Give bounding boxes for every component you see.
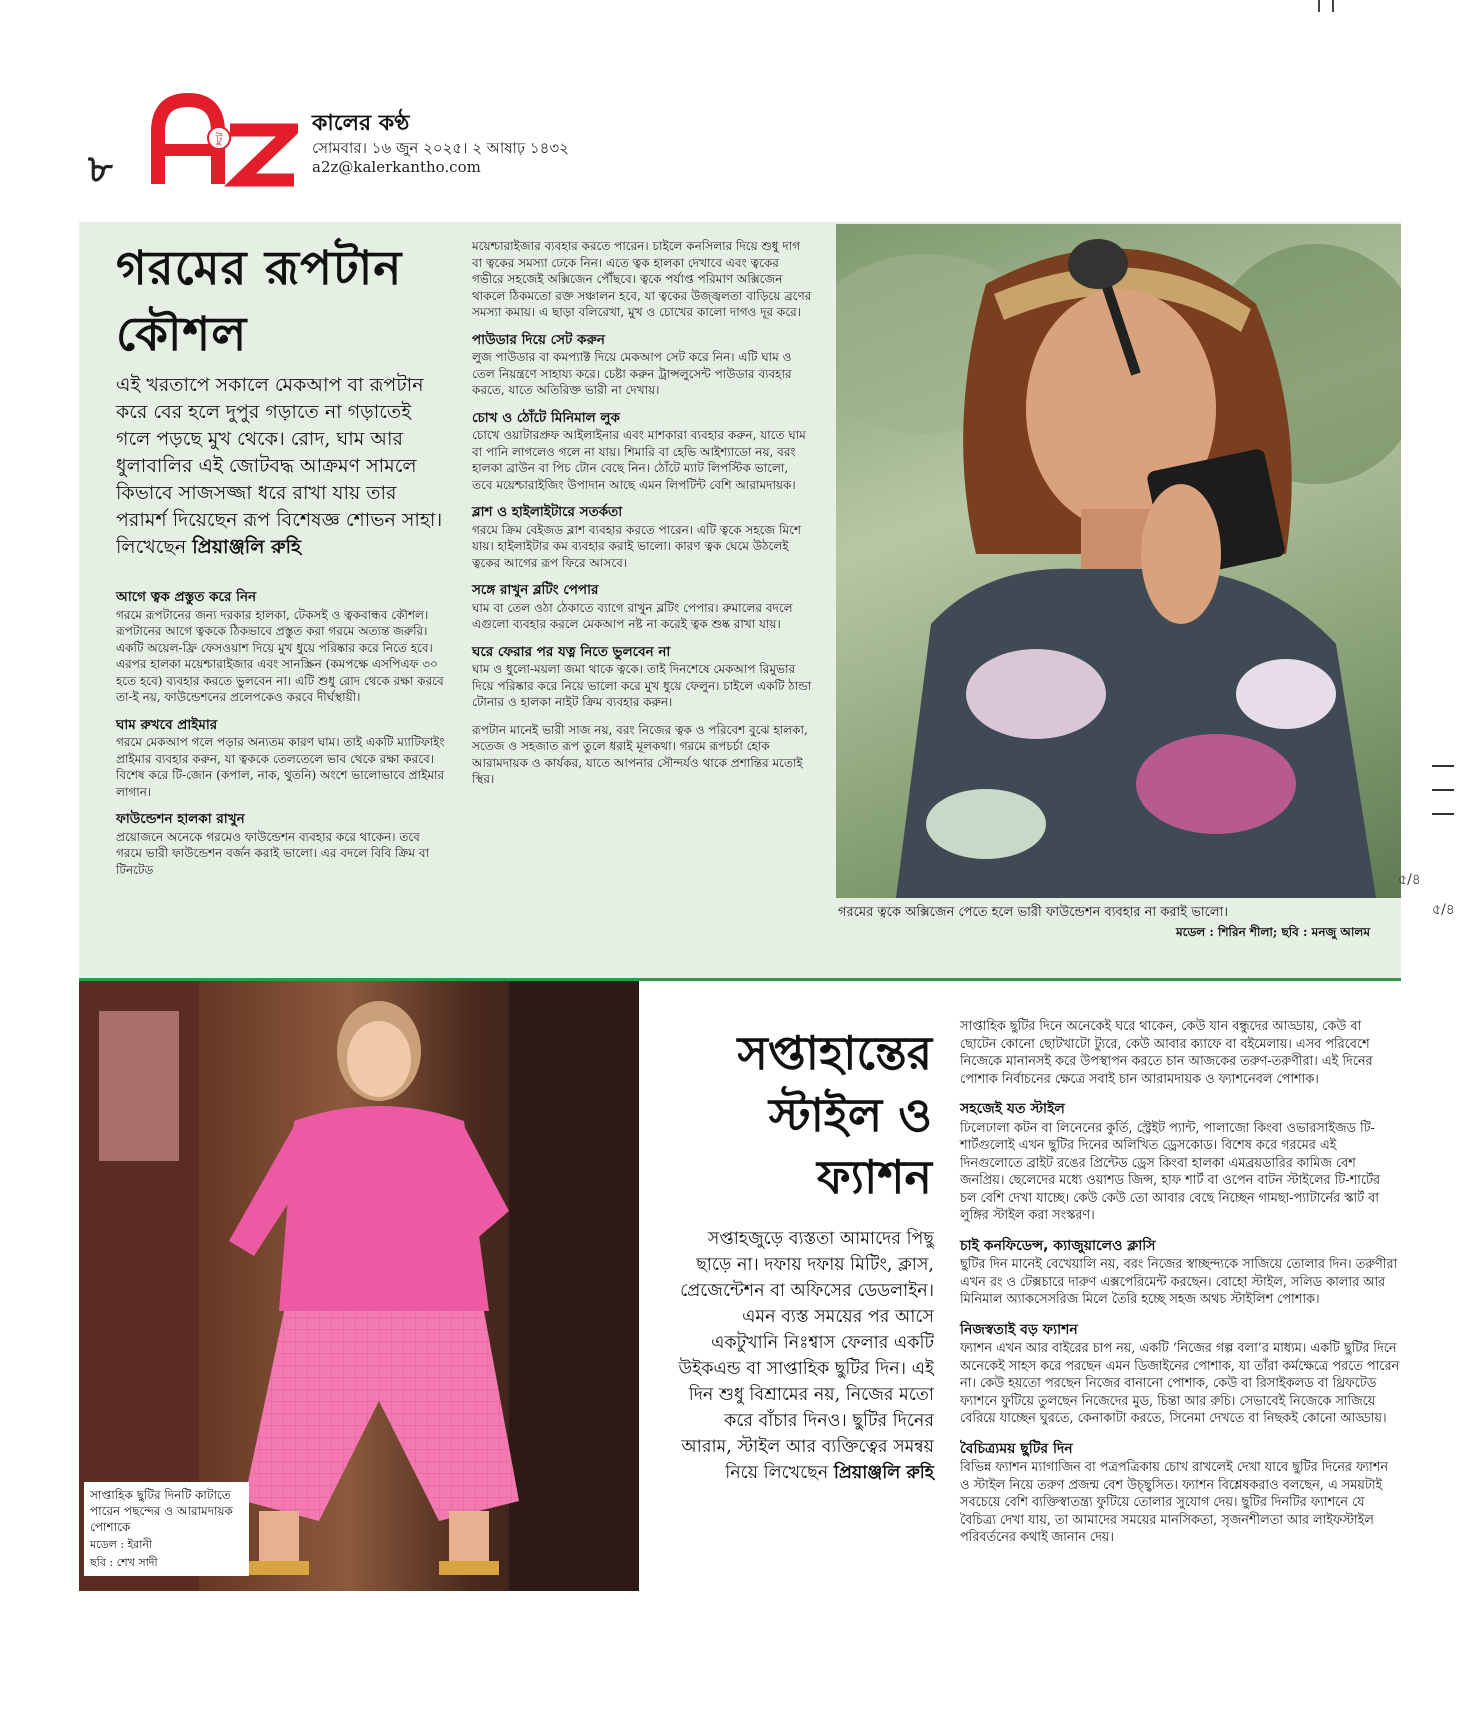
section-heading: সহজেই যত স্টাইল — [960, 1101, 1065, 1117]
section-body: ঢিলেঢালা কটন বা লিনেনের কুর্তি, স্ট্রেইট প্যান্ট, পালাজো কিংবা ওভারসাইজড টি-শার্টগুলোই এখন ছুটির দিনের অলিখিত ড্রেসকোড। বিশেষ করে গরমের এই দিনগুলোতে ব্রাইট রঙের প্রিন্টেড ড্রেস কিংবা হালকা এমব্রয়ডারির কামিজ বেশ জনপ্রিয়। ছেলেদের মধ্যে ওয়াশড জিন্স, হাফ শার্ট বা ওপেন বাটন স্টাইলের টি-শার্টের চল বেশি দেখা যাচ্ছে। কেউ কেউ তো আবার বেছে নিচ্ছেন গামছা-প্যাটার্নের স্কার্ট বা লুঙ্গির স্টাইল করা সংস্করণ। — [960, 1120, 1381, 1223]
section-heading: ঘরে ফেরার পর যত্ন নিতে ভুলবেন না — [472, 643, 671, 660]
story1-intro — [116, 372, 446, 561]
section-body: গরমে ক্রিম বেইজড ব্লাশ ব্যবহার করতে পারেন। এটি ত্বকে সহজে মিশে যায়। হাইলাইটার কম ব্যবহার করাই ভালো। কারণ ত্বক ঘেমে উঠলেই ত্বকের আগের রূপ ফিরে আসবে। — [472, 522, 802, 570]
section-body: ছুটির দিন মানেই বেখেয়ালি নয়, বরং নিজের স্বাচ্ছন্দ্যকে সাজিয়ে তোলার দিন। তরুণীরা এখন রং ও টেক্সচারে দারুণ এক্সপেরিমেন্ট করছেন। বোহো স্টাইল, সলিড কালার আর মিনিমাল অ্যাকসেসরিজ মিলে তৈরি হচ্ছে সহজ অথচ স্টাইলিশ পোশাক। — [960, 1257, 1398, 1307]
crop-mark — [1318, 0, 1334, 12]
registration-marks — [1432, 765, 1454, 837]
byline-prefix: লিখেছেন — [116, 536, 187, 558]
section-body: লুজ পাউডার বা কমপ্যাক্ট দিয়ে মেকআপ সেট করে নিন। এটি ঘাম ও তেল নিয়ন্ত্রণে সাহায্য করে। চেষ্টা করুন ট্রান্সলুসেন্ট পাউডার ব্যবহার করতে, যাতে অতিরিক্ত ভারী না দেখায়। — [472, 350, 792, 397]
story1-column-1 — [116, 578, 446, 878]
section-heading: ঘাম রুখবে প্রাইমার — [116, 716, 218, 733]
story2-intro-text: সপ্তাহজুড়ে ব্যস্ততা আমাদের পিছু ছাড়ে না। দফায় দফায় মিটিং, ক্লাস, প্রেজেন্টেশন বা অফিসের ডেডলাইন। এমন ব্যস্ত সময়ের পর আসে একটুখানি নিঃশ্বাস ফেলার একটি উইকএন্ড বা সাপ্তাহিক ছুটির দিন। এই দিন শুধু বিশ্রামের নয়, নিজের মতো করে বাঁচার দিনও। ছুটির দিনের আরাম, স্টাইল আর ব্যক্তিত্বের সমন্বয় নিয়ে লিখেছেন — [678, 1229, 934, 1483]
a2z-logo — [148, 92, 298, 188]
logo-badge: টু — [215, 132, 223, 146]
photo2-caption-text: সাপ্তাহিক ছুটির দিনটি কাটাতে পারেন পছন্দের ও আরামদায়ক পোশাকে — [90, 1488, 233, 1534]
section-body: সাপ্তাহিক ছুটির দিনে অনেকেই ঘরে থাকেন, কেউ যান বন্ধুদের আড্ডায়, কেউ বা ছোটেন কোনো ছোটখাটো ট্যুরে, কেউ আবার ক্যাফে বা বইমেলায়। এসব পরিবেশে নিজেকে মানানসই করে উপস্থাপন করতে চান আজকের তরুণ-তরুণীরা। এই দিনের পোশাক নির্বাচনের ক্ষেত্রে সবাই চান আরামদায়ক ও ফ্যাশনেবল পোশাক। — [960, 1019, 1373, 1087]
section-body: চোখে ওয়াটারপ্রুফ আইলাইনার এবং মাশকারা ব্যবহার করুন, যাতে ঘাম বা পানি লাগলেও গলে না যায়। শিমারি বা হেভি আইশ্যাডো নয়, বরং হালকা ব্রাউন বা পিচ টোন বেছে নিন। ঠোঁটে ম্যাট লিপস্টিক ভালো, তবে ময়েশ্চারাইজিং উপাদান আছে এমন লিপটিন্ট বেশি আরামদায়ক। — [472, 428, 806, 492]
contact-email[interactable]: a2z@kalerkantho.com — [312, 158, 481, 176]
story1-intro-text: এই খরতাপে সকালে মেকআপ বা রূপটান করে বের হলে দুপুর গড়াতে না গড়াতেই গলে পড়ছে মুখ থেকে। রোদ, ঘাম আর ধুলাবালির এই জোটবদ্ধ আক্রমণ সামলে কিভাবে সাজসজ্জা ধরে রাখা যায় তার পরামর্শ দিয়েছেন রূপ বিশেষজ্ঞ শোভন সাহা। — [116, 374, 443, 531]
section-body: বিভিন্ন ফ্যাশন ম্যাগাজিন বা পত্রপত্রিকায় চোখ রাখলেই দেখা যাবে ছুটির দিনের ফ্যাশন ও স্টাইল নিয়ে তরুণ প্রজন্ম বেশ উচ্ছ্বসিত। ফ্যাশন বিশ্লেষকরাও বলছেন, এ সময়টাই সবচেয়ে বেশি ব্যক্তিস্বাতন্ত্র্য ফুটিয়ে তোলার সুযোগ দেয়। ছুটির দিনটির ফ্যাশনে যে বৈচিত্র্য দেখা যায়, তা আমাদের সময়ের মানসিকতা, সৃজনশীলতা আর লাইফস্টাইল পরিবর্তনের কথাই জানান দেয়। — [960, 1460, 1388, 1545]
page-number: ৮ — [88, 146, 113, 191]
section-body: ঘাম ও ধুলো-ময়লা জমা থাকে ত্বকে। তাই দিনশেষে মেকআপ রিমুভার দিয়ে পরিষ্কার করে নিয়ে ভালো করে মুখ ধুয়ে ফেলুন। চাইলে একটি ঠান্ডা টোনার ও হালকা নাইট ক্রিম ব্যবহার করুন। — [472, 662, 812, 709]
section-heading: বৈচিত্র্যময় ছুটির দিন — [960, 1440, 1073, 1457]
issue-date: সোমবার। ১৬ জুন ২০২৫। ২ আষাঢ় ১৪৩২ — [312, 139, 569, 157]
section-body: ময়েশ্চারাইজার ব্যবহার করতে পারেন। চাইলে কনসিলার দিয়ে শুধু দাগ বা ত্বকের সমস্যা ঢেকে নিন। এতে ত্বক হালকা দেখাবে এবং ত্বকের গভীরে সহজেই অক্সিজেন পৌঁছবে। ত্বকে পর্যাপ্ত পরিমাণ অক্সিজেন থাকলে ঠিকমতো রক্ত সঞ্চালন হবে, যা ত্বকের উজ্জ্বলতা বাড়িয়ে ব্রণের সমস্যা কমায়। এ ছাড়া বলিরেখা, মুখ ও চোখের কালো দাগও দূর করে। — [472, 239, 812, 319]
photo1-credit: মডেল : শিরিন শীলা; ছবি : মনজু আলম — [1175, 925, 1370, 939]
section-heading: পাউডার দিয়ে সেট করুন — [472, 331, 605, 348]
byline-author: প্রিয়াঞ্জলি রুহি — [192, 536, 302, 558]
edge-mark: ৫/৪ — [1398, 872, 1421, 888]
edge-mark: ৫/৪ — [1432, 902, 1455, 918]
story1-headline: গরমের রূপটান কৌশল — [116, 241, 403, 362]
section-body: ফ্যাশন এখন আর বাইরের চাপ নয়, একটি ‘নিজের গল্প বলা’র মাধ্যম। একটি ছুটির দিনে অনেকেই সাহস করে পরছেন এমন ডিজাইনের পোশাক, যা তাঁরা কর্মক্ষেত্রে পরতে পারেন না। কেউ হয়তো পরছেন নিজের বানানো পোশাক, কেউ বা রিসাইকলড বা থ্রিফটেড ফ্যাশনে ফুটিয়ে তুলছেন নিজেদের মুড, চিন্তা আর রুচি। সেভাবেই নিজেকে সাজিয়ে বেরিয়ে যাচ্ছেন ঘুরতে, কেনাকাটা করতে, সিনেমা দেখতে বা নিছকই কোনো আড্ডায়। — [960, 1341, 1400, 1426]
story1-column-2 — [472, 238, 812, 788]
section-body: গরমে মেকআপ গলে পড়ার অন্যতম কারণ ঘাম। তাই একটি ম্যাটিফাইং প্রাইমার ব্যবহার করুন, যা ত্বককে তেলতেলে ভাব থেকে রক্ষা করবে। বিশেষ করে টি-জোন (কপাল, নাক, থুতনি) অংশে ভালোভাবে প্রাইমার লাগান। — [116, 735, 445, 799]
photo2-model-credit: মডেল : ইরানী — [90, 1538, 153, 1551]
section-heading: ফাউন্ডেশন হালকা রাখুন — [116, 811, 245, 827]
story1-closing: রূপটান মানেই ভারী সাজ নয়, বরং নিজের ত্বক ও পরিবেশ বুঝে হালকা, সতেজ ও সহজাত রূপ তুলে ধরাই মূলকথা। গরমে রূপচর্চা হোক আরামদায়ক ও কার্যকর, যাতে আপনার সৌন্দর্যও থাকে প্রশান্তির মতোই স্থির। — [472, 722, 808, 786]
story2-intro — [672, 1226, 934, 1486]
section-heading: চোখ ও ঠোঁটে মিনিমাল লুক — [472, 409, 620, 426]
model-illustration — [836, 224, 1401, 898]
photo2-photo-credit: ছবি : শেখ সাদী — [90, 1556, 158, 1569]
section-heading: চাই কনফিডেন্স, ক্যাজুয়ালেও ক্লাসি — [960, 1237, 1156, 1254]
story1-byline — [116, 536, 301, 558]
section-body: গরমে রূপটানের জন্য দরকার হালকা, টেকসই ও ত্বকবান্ধব কৌশল। রূপটানের আগে ত্বককে ঠিকভাবে প্রস্তুত করা গরমে অত্যন্ত জরুরি। একটি অয়েল-ফ্রি ফেসওয়াশ দিয়ে মুখ ধুয়ে পরিষ্কার করে নিতে হবে। এরপর হালকা ময়েশ্চারাইজার এবং সানস্ক্রিন (কমপক্ষে এসপিএফ ৩০ হতে হবে) ব্যবহার করতে ভুলবেন না। এটি শুধু রোদ থেকে রক্ষা করবে তা-ই নয়, ফাউন্ডেশনের প্রলেপকেও করবে দীর্ঘস্থায়ী। — [116, 607, 444, 704]
section-heading: নিজস্বতাই বড় ফ্যাশন — [960, 1321, 1078, 1338]
story2-body-column — [960, 1018, 1400, 1547]
model-makeup-photo — [836, 224, 1401, 898]
photo1-caption: গরমের ত্বকে অক্সিজেন পেতে হলে ভারী ফাউন্ডেশন ব্যবহার না করাই ভালো। — [838, 905, 1228, 920]
story2-byline-author: প্রিয়াঞ্জলি রুহি — [833, 1463, 934, 1483]
section-heading: ব্লাশ ও হাইলাইটারে সতর্কতা — [472, 504, 623, 520]
section-body: প্রয়োজনে অনেকে গরমেও ফাউন্ডেশন ব্যবহার করে থাকেন। তবে গরমে ভারী ফাউন্ডেশন বর্জন করাই ভালো। এর বদলে বিবি ক্রিম বা টিনটেড — [116, 829, 430, 877]
brand-name: কালের কণ্ঠ — [312, 110, 410, 136]
section-heading: সঙ্গে রাখুন ব্লটিং পেপার — [472, 582, 599, 598]
section-heading: আগে ত্বক প্রস্তুত করে নিন — [116, 589, 257, 605]
section-body: ঘাম বা তেল ওঠা ঠেকাতে ব্যাগে রাখুন ব্লটিং পেপার। রুমালের বদলে এগুলো ব্যবহার করলে মেকআপ নষ্ট না করেই ত্বক শুষ্ক রাখা যায়। — [472, 600, 793, 631]
story2-headline: সপ্তাহান্তের স্টাইল ও ফ্যাশন — [737, 1026, 932, 1204]
photo2-caption — [84, 1482, 249, 1576]
